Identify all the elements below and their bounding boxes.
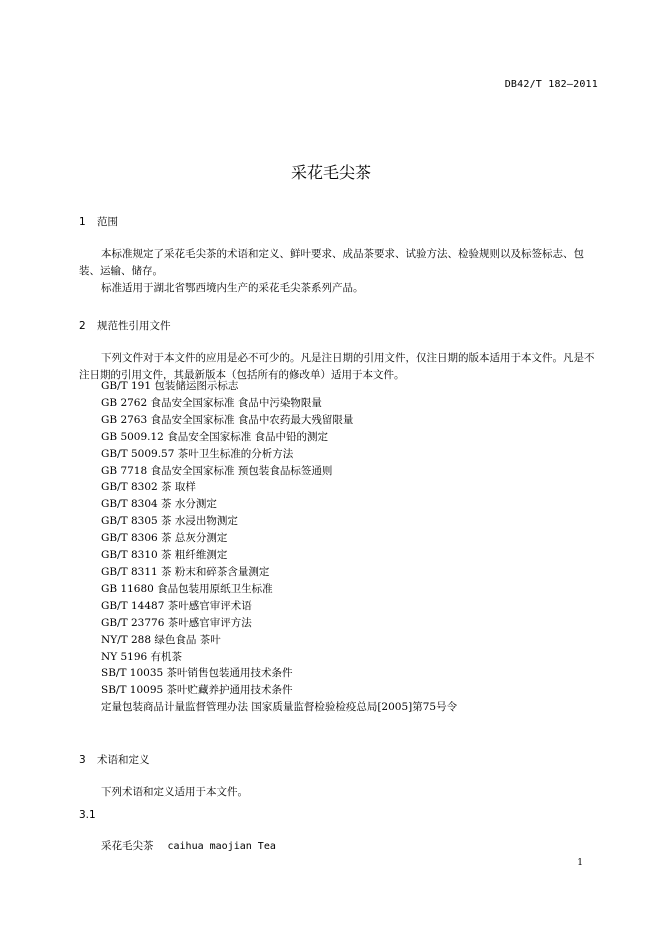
reference-item: NY 5196 有机茶 (101, 650, 183, 663)
section-2-title: 规范性引用文件 (97, 320, 171, 332)
reference-item: GB 2762 食品安全国家标准 食品中污染物限量 (101, 396, 322, 409)
section-3-number: 3 (79, 754, 86, 766)
reference-item: GB/T 8302 茶 取样 (101, 481, 196, 494)
document-title: 采花毛尖茶 (290, 163, 371, 182)
reference-list (101, 378, 457, 716)
reference-item: GB/T 8311 茶 粉末和碎茶含量测定 (101, 565, 270, 578)
standard-code: DB42/T 182—2011 (504, 79, 598, 90)
section-2-heading (79, 318, 171, 333)
reference-item: GB 2763 食品安全国家标准 食品中农药最大残留限量 (101, 413, 354, 426)
reference-item: GB 7718 食品安全国家标准 预包装食品标签通则 (101, 464, 333, 477)
reference-item: SB/T 10095 茶叶贮藏养护通用技术条件 (101, 684, 293, 697)
section-1-number: 1 (79, 216, 86, 228)
reference-item: GB 11680 食品包装用原纸卫生标准 (101, 582, 273, 595)
section-1-heading (79, 214, 118, 229)
section-1-title: 范围 (97, 216, 118, 228)
section-2-intro: 下列文件对于本文件的应用是必不可少的。凡是注日期的引用文件，仅注日期的版本适用于本文件。凡是不注日期的引用文件，其最新版本（包括所有的修改单）适用于本文件。 (79, 352, 595, 381)
reference-item: GB/T 191 包装储运图示标志 (101, 380, 239, 392)
reference-item: GB/T 8306 茶 总灰分测定 (101, 532, 228, 545)
section-3-intro: 下列术语和定义适用于本文件。 (101, 786, 248, 798)
reference-item: GB/T 23776 茶叶感官审评方法 (101, 616, 252, 629)
reference-item: GB/T 8310 茶 粗纤维测定 (101, 549, 228, 562)
reference-item: 定量包装商品计量监督管理办法 国家质量监督检验检疫总局[2005]第75号令 (101, 701, 458, 714)
reference-item: GB 5009.12 食品安全国家标准 食品中铅的测定 (101, 430, 329, 443)
page-number: 1 (577, 858, 583, 868)
reference-item: NY/T 288 绿色食品 茶叶 (101, 633, 221, 646)
term-english: caihua maojian Tea (167, 841, 276, 852)
subsection-number: 3.1 (79, 809, 96, 821)
section-3-title: 术语和定义 (97, 754, 150, 766)
section-2-number: 2 (79, 320, 86, 332)
reference-item: GB/T 5009.57 茶叶卫生标准的分析方法 (101, 447, 294, 460)
term-entry (101, 838, 276, 853)
term-chinese: 采花毛尖茶 (101, 840, 154, 852)
reference-item: SB/T 10035 茶叶销售包装通用技术条件 (101, 667, 293, 680)
reference-item: GB/T 14487 茶叶感官审评术语 (101, 599, 252, 612)
reference-item: GB/T 8305 茶 水浸出物测定 (101, 515, 238, 528)
section-3-heading (79, 752, 150, 767)
section-1-paragraph-1: 本标准规定了采花毛尖茶的术语和定义、鲜叶要求、成品茶要求、试验方法、检验规则以及标签标志、包装、运输、储存。 (79, 248, 584, 277)
section-1-paragraph-2: 标准适用于湖北省鄂西境内生产的采花毛尖茶系列产品。 (101, 282, 364, 294)
reference-item: GB/T 8304 茶 水分测定 (101, 498, 217, 511)
